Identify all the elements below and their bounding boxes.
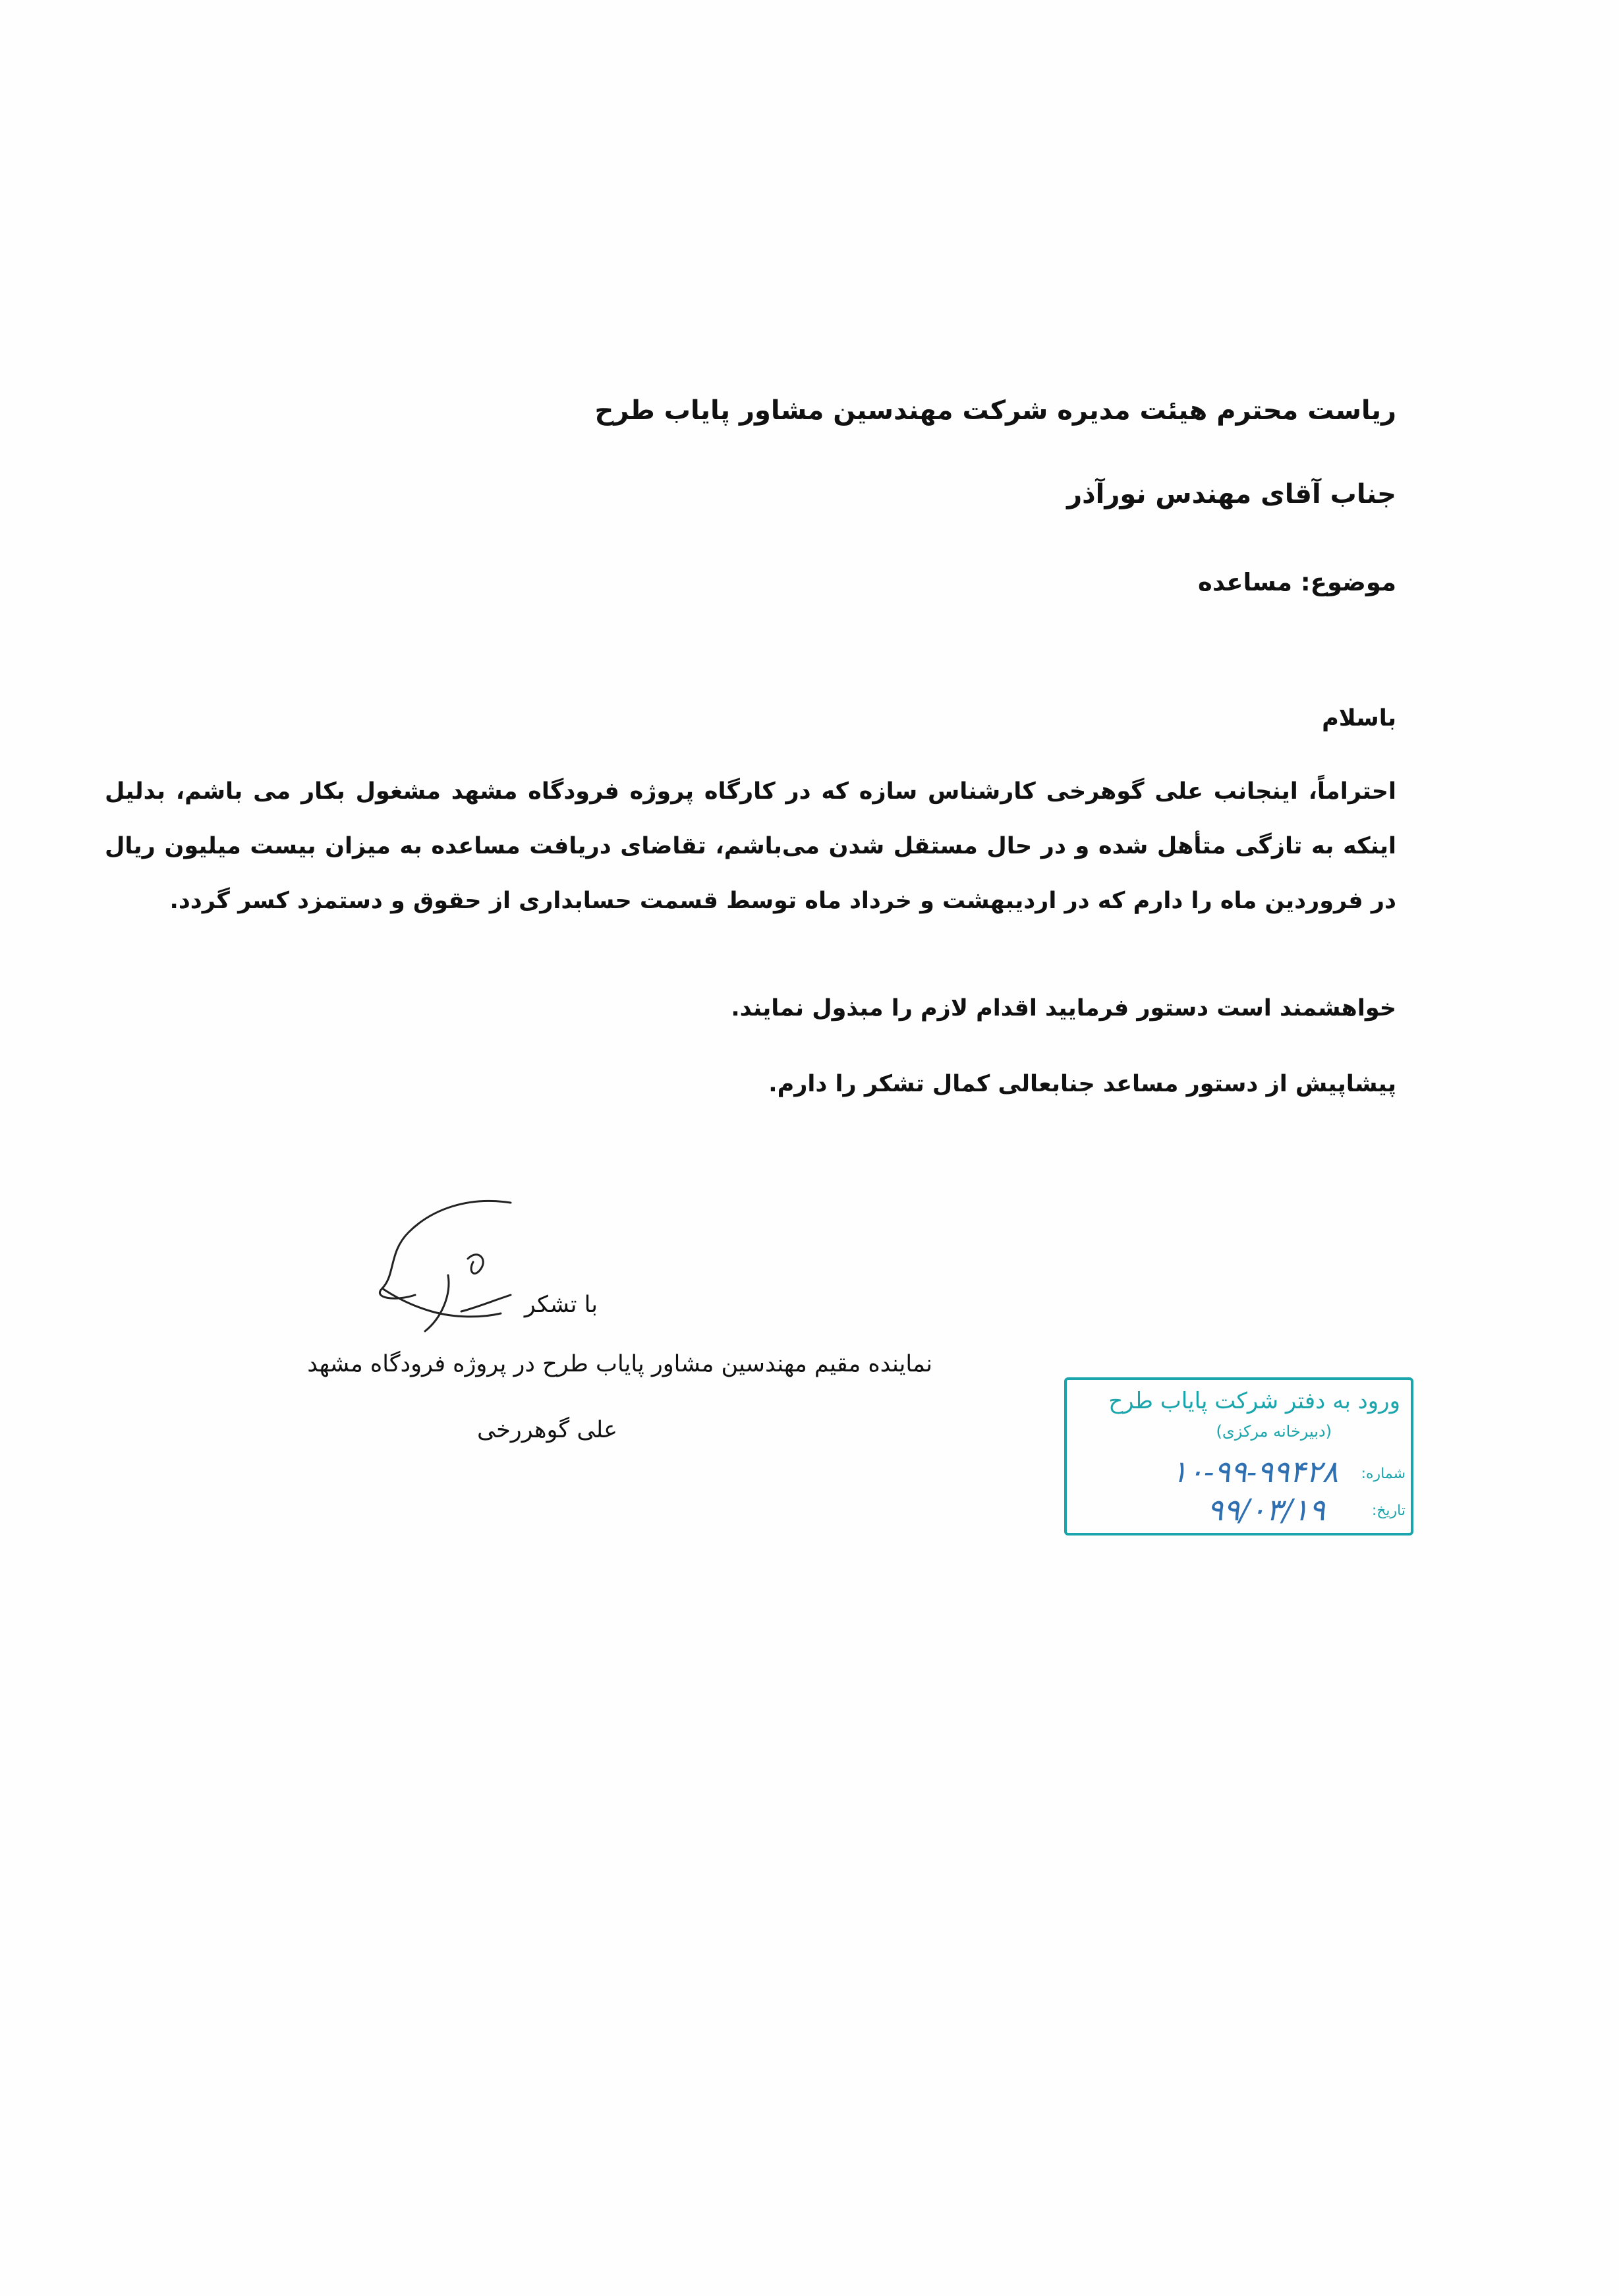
recipient-name: جناب آقای مهندس نورآذر	[1067, 479, 1396, 509]
registry-stamp	[1064, 1377, 1413, 1535]
greeting: باسلام	[1322, 705, 1396, 732]
stamp-date-label: تاریخ:	[1371, 1503, 1406, 1519]
thanks-line: پیشاپیش از دستور مساعد جنابعالی کمال تشکر را دارم.	[768, 1071, 1396, 1097]
request-line: خواهشمند است دستور فرمایید اقدام لازم را مبذول نمایند.	[731, 995, 1396, 1021]
body-paragraph: احتراماً، اینجانب علی گوهرخی کارشناس سازه که در کارگاه پروژه فرودگاه مشهد مشغول بکار می باشم، بدلیل اینکه به تازگی متأهل شده و در حال مستقل شدن می‌باشم، تقاضای دریافت مساعده به میزان بیست میلیون ریال در فروردین ماه را دارم که در اردیبهشت و خرداد ماه توسط قسمت حسابداری از حقوق و دستمزد کسر گردد.	[105, 778, 1396, 914]
stamp-title: ورود به دفتر شرکت پایاب طرح	[1108, 1388, 1400, 1414]
stamp-number-value: ۱۰-۹۹-۹۹۴۲۸	[1171, 1454, 1338, 1489]
stamp-subtitle: (دبیرخانه مرکزی)	[1216, 1422, 1332, 1441]
signature-icon	[369, 1196, 527, 1348]
recipient-heading: ریاست محترم هیئت مدیره شرکت مهندسین مشاور پایاب طرح	[594, 395, 1396, 426]
signer-name: علی گوهررخی	[477, 1417, 617, 1443]
signer-title: نماینده مقیم مهندسین مشاور پایاب طرح در پروژه فرودگاه مشهد	[307, 1351, 932, 1377]
subject-line: موضوع: مساعده	[1198, 568, 1396, 596]
stamp-date-value: ۹۹/۰۳/۱۹	[1207, 1492, 1325, 1528]
stamp-number-label: شماره:	[1361, 1466, 1406, 1482]
closing-thanks: با تشکر	[524, 1292, 598, 1318]
